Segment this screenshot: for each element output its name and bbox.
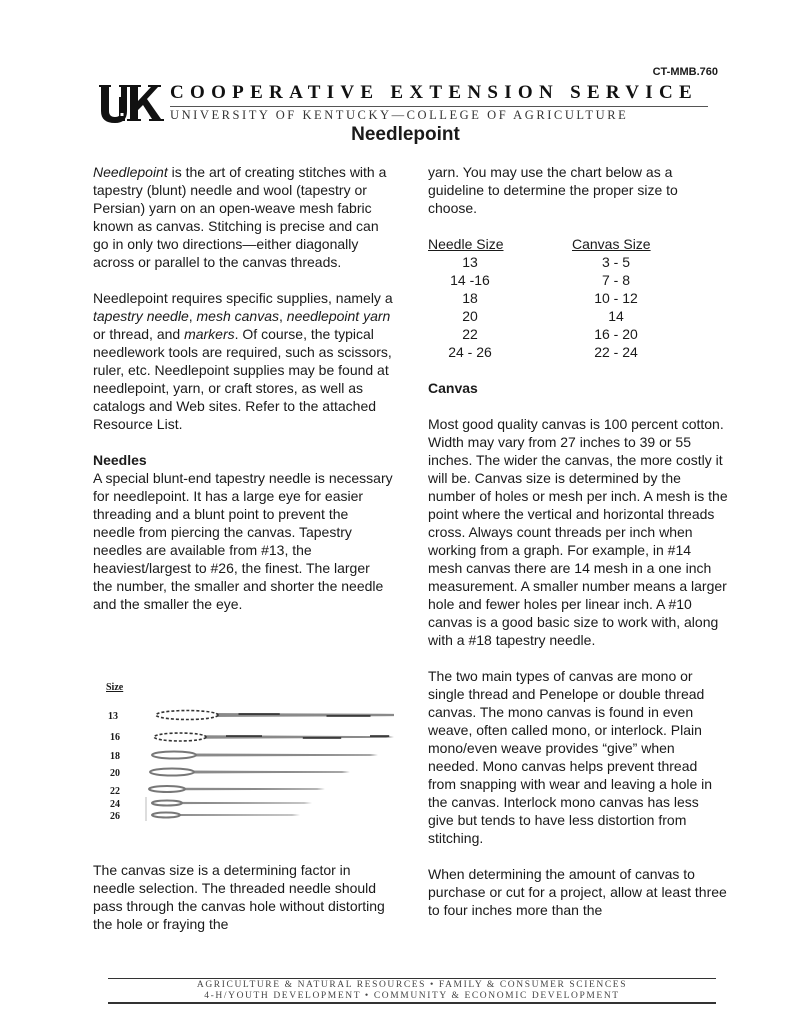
right-column <box>428 163 728 919</box>
continuation-paragraph: yarn. You may use the chart below as a guideline to determine the proper size to choose. <box>428 164 678 216</box>
table-header-needle-size: Needle Size <box>428 236 504 252</box>
needle-13 <box>156 711 394 720</box>
canvas-paragraph-2: The two main types of canvas are mono or single thread and Penelope or double thread canvas. The mono canvas is found in even weave, often called mono, or interlock. Plain mono/even weave provides “give” when needed. Mono canvas helps prevent thread from snapping with wear and leaving a hole in the canvas. Interlock mono canvas has less give but tends to have less distortion from stitching. <box>428 668 713 846</box>
footer-rule-top <box>108 978 716 979</box>
supplies-text: , <box>188 308 197 324</box>
table-cell-canvas: 14 <box>608 308 624 324</box>
needle-eye <box>150 769 194 776</box>
supplies-markers: markers <box>184 326 235 342</box>
needle-eye <box>156 711 218 720</box>
needle-eye <box>152 801 182 806</box>
needle-20 <box>150 769 350 776</box>
footer-rule-bottom <box>108 1002 716 1004</box>
footer-programs-line-1: AGRICULTURE & NATURAL RESOURCES • FAMILY & CONSUMER SCIENCES <box>196 980 628 990</box>
needle-size-label: 24 <box>110 799 120 810</box>
canvas-paragraph-1: Most good quality canvas is 100 percent cotton. Width may vary from 27 inches to 39 or 55 inches. The wider the canvas, the more costly it will be. Canvas size is determined by the number of holes or mesh per inch. A mesh is the point where the vertical and horizontal threads cross. Always count threads per inch when working from a graph. For example, in #14 mesh canvas there are 14 mesh in a one inch measurement. A smaller number means a larger hole and fewer holes per linear inch. A #10 canvas is a good basic size to work with, along with a #18 tapestry needle. <box>428 416 728 648</box>
table-cell-needle: 18 <box>462 290 478 306</box>
needle-size-label: 18 <box>110 751 120 762</box>
table-cell-canvas: 16 - 20 <box>594 326 638 342</box>
supplies-paragraph <box>93 289 393 433</box>
needle-22 <box>149 786 325 792</box>
table-cell-canvas: 3 - 5 <box>601 254 630 270</box>
university-college-line: UNIVERSITY OF KENTUCKY—COLLEGE OF AGRICULTURE <box>170 108 629 122</box>
table-cell-needle: 20 <box>462 308 478 324</box>
table-cell-canvas: 10 - 12 <box>594 290 638 306</box>
needle-shaft <box>187 771 350 774</box>
supplies-text: , <box>279 308 287 324</box>
left-column <box>93 163 393 613</box>
needle-eye <box>152 813 180 818</box>
needles-heading: Needles <box>93 452 147 468</box>
needle-24 <box>152 801 312 806</box>
needle-size-label: 22 <box>110 786 120 797</box>
needle-shaft <box>176 814 300 816</box>
needle-18 <box>152 752 378 759</box>
needle-size-label: 16 <box>110 732 120 743</box>
needle-26 <box>152 813 300 818</box>
needle-size-label: 26 <box>110 811 120 822</box>
supplies-text: Needlepoint requires specific supplies, namely a <box>93 290 393 306</box>
uk-logo-icon <box>97 83 167 123</box>
cooperative-extension-service: COOPERATIVE EXTENSION SERVICE <box>170 82 698 103</box>
intro-text: is the art of creating stitches with a tapestry (blunt) needle and wool (tapestry or Persian) yarn on an open-weave mesh fabric known as canvas. Stitching is precise and can go in only two directions—either diagonally across or parallel to the canvas threads. <box>93 164 387 270</box>
supplies-tapestry-needle: tapestry needle <box>93 308 189 324</box>
needle-illustration <box>104 682 394 832</box>
document-code: CT-MMB.760 <box>652 66 718 78</box>
table-cell-needle: 14 -16 <box>450 272 490 288</box>
table-cell-canvas: 22 - 24 <box>594 344 638 360</box>
table-cell-canvas: 7 - 8 <box>601 272 630 288</box>
canvas-heading: Canvas <box>428 380 478 396</box>
header-rule <box>170 106 708 107</box>
needle-size-label: 20 <box>110 768 120 779</box>
figure-size-label: Size <box>106 682 124 693</box>
supplies-text: . Of course, the typical needlework tools are required, such as scissors, ruler, etc. Needlepoint supplies may be found at needlepoint, yarn, or craft stores, as well as catalogs and Web sites. Refer to the attached Resource List. <box>93 326 392 432</box>
intro-paragraph <box>93 163 393 271</box>
table-cell-needle: 22 <box>462 326 478 342</box>
needles-paragraph: A special blunt-end tapestry needle is necessary for needlepoint. It has a large eye for easier threading and a blunt point to prevent the needle from piercing the canvas. Tapestry needles are available from #13, the heaviest/largest to #26, the finest. The larger the number, the smaller and shorter the needle and the smaller the eye. <box>93 470 393 612</box>
needle-eye <box>154 733 206 741</box>
needle-size-figure <box>104 682 394 832</box>
uk-logo <box>97 83 167 123</box>
needle-shaft <box>180 788 325 791</box>
needle-16 <box>154 733 394 741</box>
needle-shaft <box>189 754 378 757</box>
left-column-bottom <box>93 861 393 933</box>
supplies-text: or thread, and <box>93 326 185 342</box>
footer-programs-line-2: 4-H/YOUTH DEVELOPMENT • COMMUNITY & ECONOMIC DEVELOPMENT <box>204 991 620 1001</box>
needle-eye <box>149 786 185 792</box>
supplies-mesh-canvas: mesh canvas <box>196 308 279 324</box>
needle-shaft <box>178 802 313 804</box>
table-cell-needle: 24 - 26 <box>448 344 492 360</box>
needle-size-label: 13 <box>108 711 118 722</box>
needle-canvas-size-table <box>428 235 728 361</box>
table-cell-needle: 13 <box>462 254 478 270</box>
supplies-needlepoint-yarn: needlepoint yarn <box>286 308 391 324</box>
needle-eye <box>152 752 196 759</box>
table-header-canvas-size: Canvas Size <box>572 236 651 252</box>
intro-lead: Needlepoint <box>93 164 168 180</box>
page-title: Needlepoint <box>351 124 460 145</box>
canvas-paragraph-3: When determining the amount of canvas to purchase or cut for a project, allow at least three to four inches more than the <box>428 866 727 918</box>
canvas-size-paragraph: The canvas size is a determining factor in needle selection. The threaded needle should pass through the canvas hole without distorting the hole or fraying the <box>93 862 385 932</box>
